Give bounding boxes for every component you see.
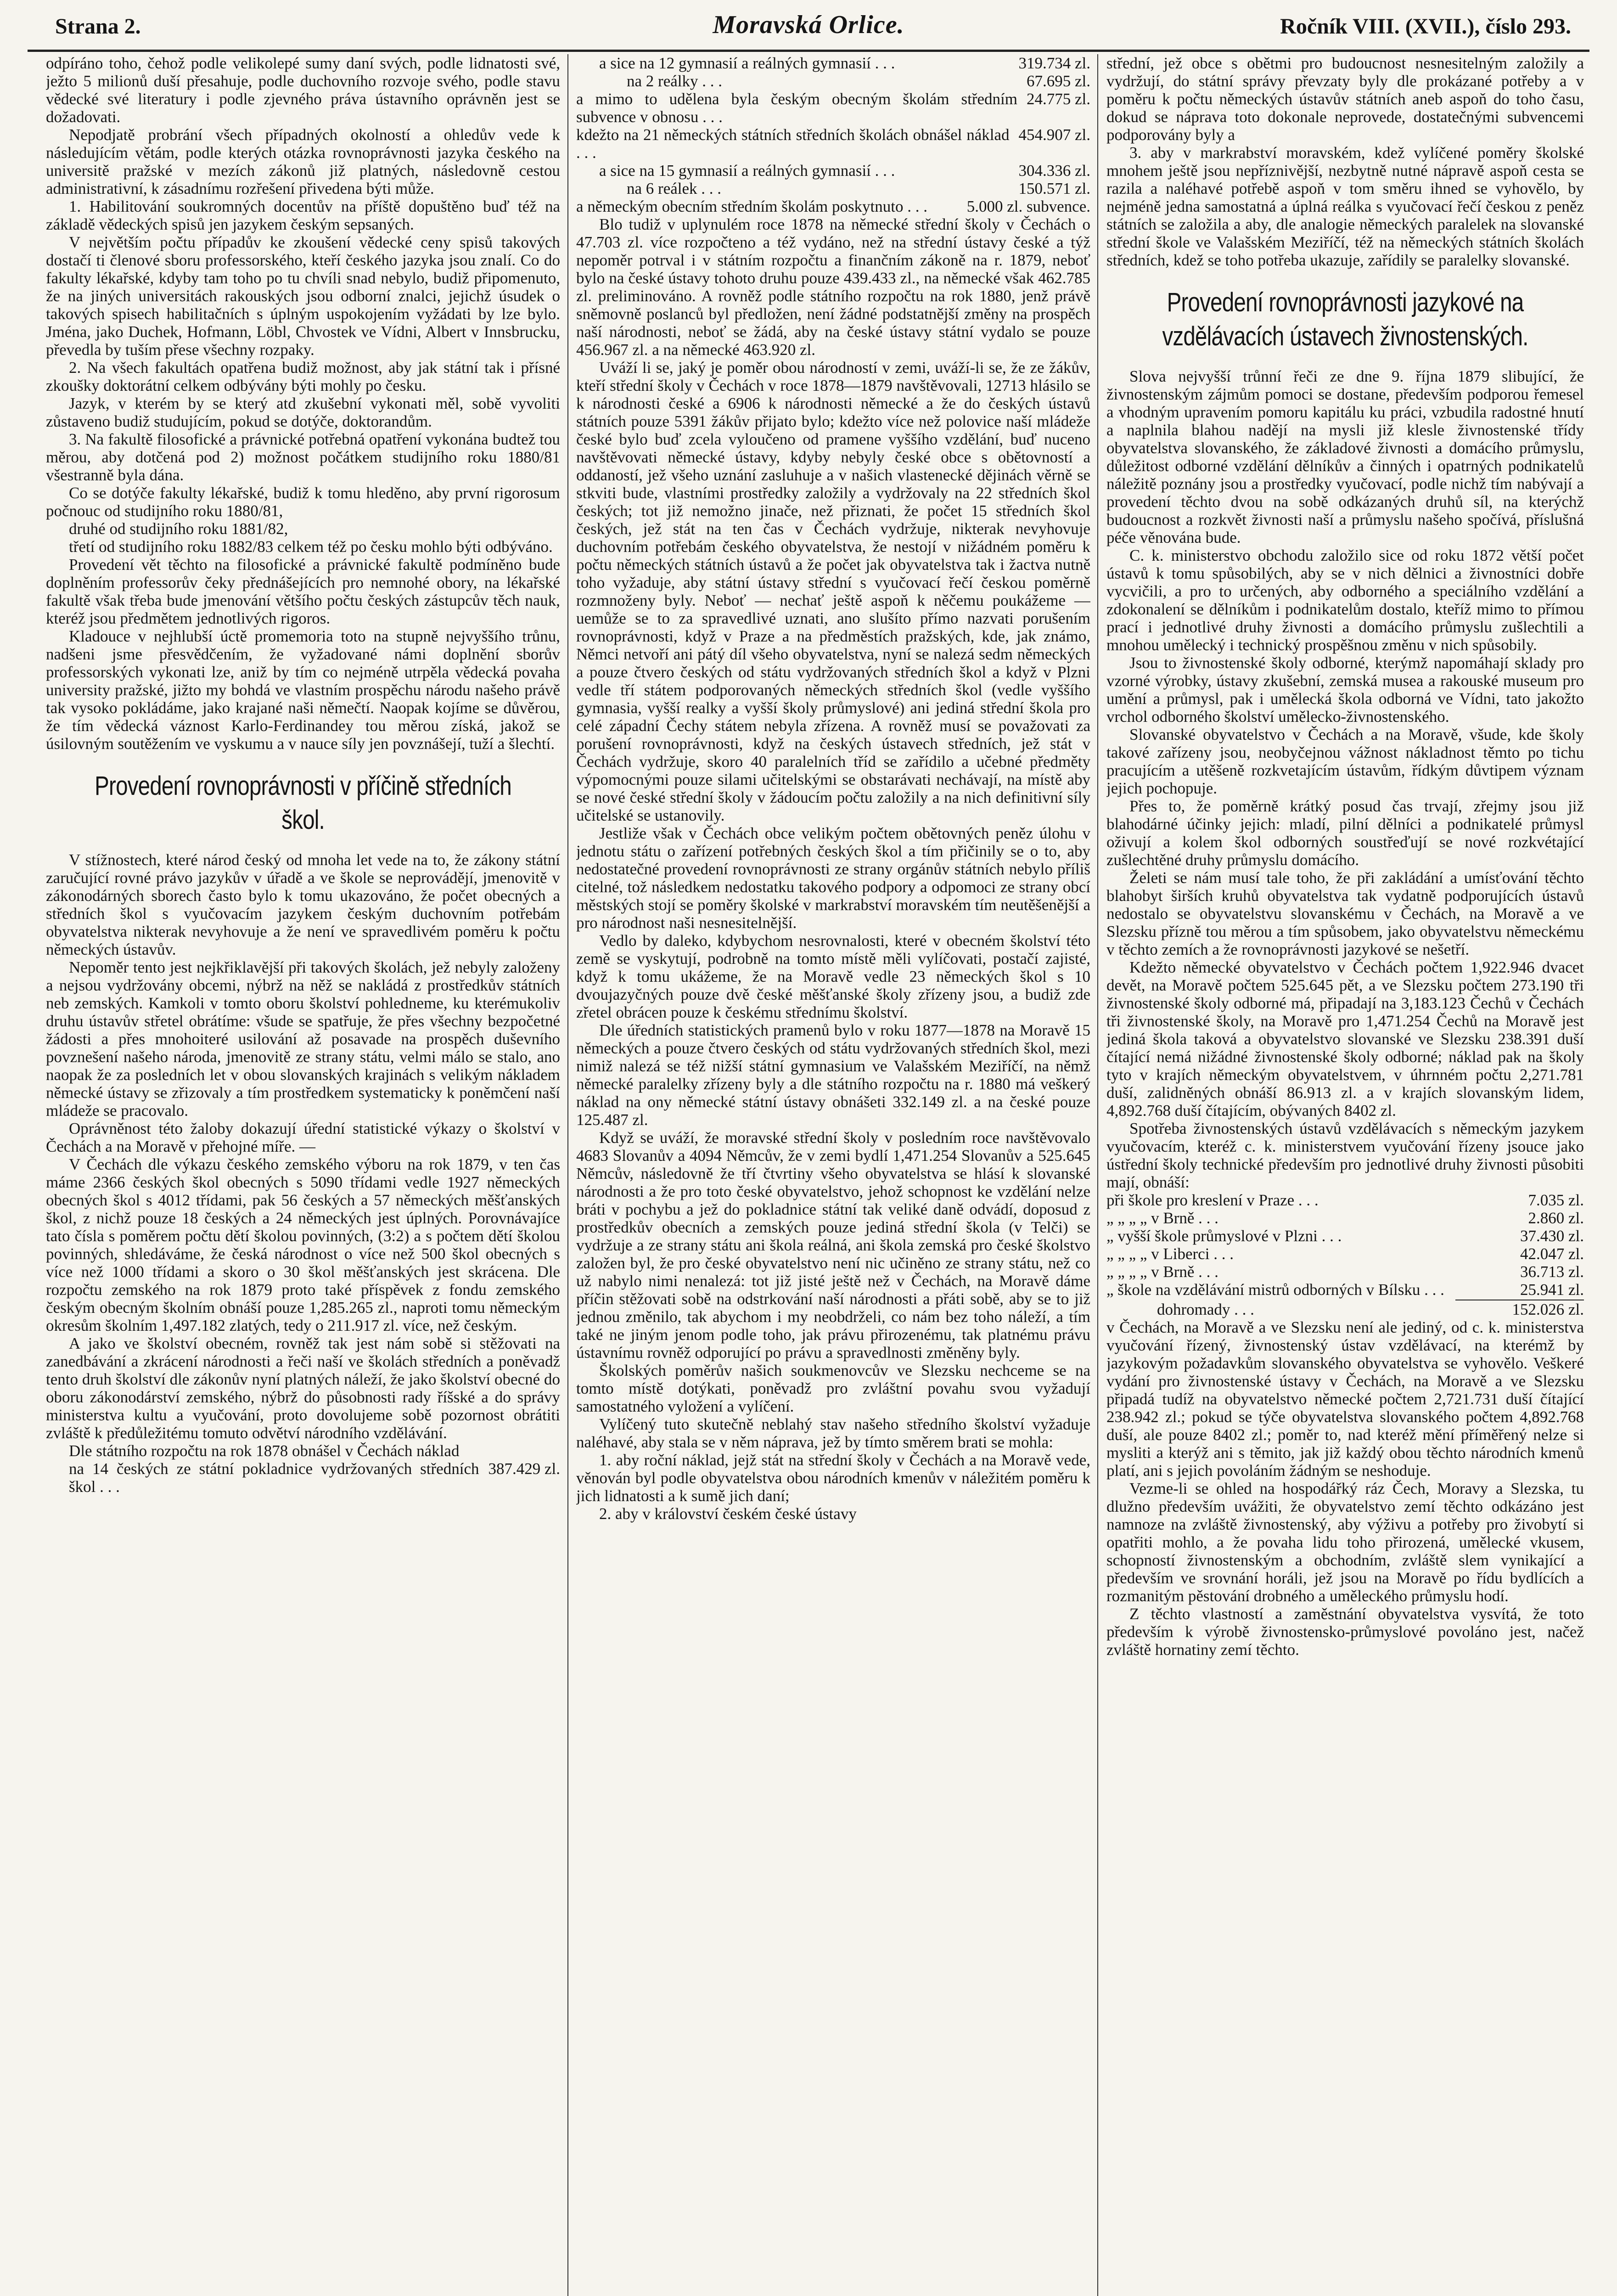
ledger-label: „ „ „ „ v Brně . . . [1106,1209,1218,1227]
ledger-row [576,90,1090,126]
ledger-label: při škole pro kreslení v Praze . . . [1106,1191,1319,1209]
ledger-row [576,54,1090,72]
paragraph: Jazyk, v kterém by se který atd zkušební vykonati měl, sobě vyvoliti zůstaveno budiž studujícím, pokud se dotýče, doktorandům. [46,394,560,430]
paragraph: Kladouce v nejhlubší úctě promemoria toto na stupně nejvyššího trůnu, nadšeni jsme přesvědčením, že vyžadované námi doplnění sborův professorských vykonati lze, aniž by tím co nejméně utrpěla vědecká povaha university pražské, jižto my bohdá ve vlastním prospěchu národu našeho právě tak vysoko pokládáme, jako krajané naši němečtí. Naopak kojíme se důvěrou, že tím vědecká váznost Karlo-Ferdinandey tou měrou získá, jakož se úsilovným soutěžením ve vyskumu a v nauce síly jen povznášejí, tuží a šlechtí. [46,627,560,753]
paragraph: Uváží li se, jaký je poměr obou národností v zemi, uváží-li se, že ze žákův, kteří střední školy v Čechách v roce 1878—1879 navštěvovali, 12713 hlásilo se k národnosti české a 6906 k národnosti německé a že do českých ústavů státních pouze 5391 žákův přijato bylo; kdežto více než polovice naší mládeže české bylo buď zcela vyloučeno od pramene vyššího vzdělání, buď nuceno navštěvovati německé ústavy, kdyby nebyly české obce s obětovností a oddaností, jež všeho uznání zasluhuje a v našich vlastenecké dějinách věrně se stkviti bude, vlastními prostředky založily a vydržovaly na 22 středních škol českých; tot již nemožno jinače, než přiznati, že počet 15 středních škol českých, jež stát na ten čas v Čechách vydržuje, nikterak nevyhovuje duchovním potřebám českého obyvatelstva, že nestojí v nižádném poměru k počtu německých státních ústavů a že počet jak obyvatelstva tak i žactva nutně toho vyžaduje, aby státní ústavy střední s vyučovací řečí českou poměrně rozmnoženy byly. Neboť — nechať ještě aspoň k něčemu poukážeme — uemůže se to za spravedlivé uznati, ano slušíto přímo nazvati porušením rovnoprávnosti, když v Praze a na předměstích pražských, kde, jak známo, Němci netvoří ani pátý díl všeho obyvatelstva, nyní se nalezá sedm německých a pouze čtvero českých od státu vydržovaných středních škol a když v Plzni vedle tří státem podporovaných německých středních škol (vedle vyššího gymnasia, vyšší realky a vyšší školy průmyslové) ani jediná střední škola pro celé západní Čechy státem nebyla zřízena. A rovněž musí se považovati za porušení rovnoprávnosti, když na českých ústavech středních, jež stát v Čechách vydržuje, skoro 40 paralelních tříd se zařídilo a učebné předměty výpomocnými pouze silami učitelskými se obstarávati nechávají, na místě aby se nové české střední školy v žádoucím počtu založily a na nich definitivní síly učitelské se ustanovily. [576,359,1090,824]
ledger-row [1106,1263,1584,1281]
ledger-value: 42.047 zl. [1520,1245,1584,1263]
ledger-label: a sice na 15 gymnasií a reálných gymnasií . . . [599,162,895,180]
ledger-label: „ „ „ „ v Brně . . . [1106,1263,1218,1281]
ledger-label: a německým obecním středním školám poskytnuto . . . [576,197,928,215]
paragraph: Nepoměr tento jest nejkřiklavější při takových školách, jež nebyly založeny a nejsou vydržovány obcemi, nýbrž na něž se nakládá z prostředkův státních neb zemských. Kamkoli v tomto oboru školství pohledneme, ku kterémukoliv druhu ústavův střetel obrátíme: všude se spatřuje, že přes všechny bezpočetné žádosti a přes mnohoiteré usilování až posavade na prospěch duševního povznešení našeho národa, jmenovitě ze strany státu, velmi málo se stalo, ano naopak že za posledních let v obou slovanských krajinách s velikým nákladem německé ústavy se zřizovaly a tím prostředkem systematicky k poněmčení naší mládeže se pracovalo. [46,958,560,1120]
paragraph: Vylíčený tuto skutečně neblahý stav našeho středního školství vyžaduje naléhavé, aby stala se v něm náprava, jež by tímto směrem brati se mohla: [576,1415,1090,1451]
paragraph: C. k. ministerstvo obchodu založilo sice od roku 1872 větší počet ústavů k tomu spůsobilých, aby se v nich dělnici a živnostníci dobře vycvičili, a pro to určených, aby odborného a speciálního vzdělání a zdokonalení se dělníkům i podnikatelům dostalo, kteříž mimo to přímou prací i jednotlivé druhy živnosti a domácího průmyslu zušlechtili a mnohou umělecký i technický prospěšnou změnu v nich spůsobily. [1106,546,1584,654]
ledger-row [1106,1245,1584,1263]
ledger-label: na 6 reálek . . . [627,180,722,197]
issue-info: Ročník VIII. (XVII.), číslo 293. [1280,14,1571,39]
ledger-row [1106,1227,1584,1245]
ledger-value: 454.907 zl. [1018,126,1090,144]
paragraph: A jako ve školství obecném, rovněž tak jest nám sobě si stěžovati na zanedbávání a zkrácení národnosti a řeči naší ve školách středních a poněvadž tento druh školství dle zákonův nyní platných náleží, že jako školství obecné do oboru zákonodárství zemského, nýbrž do působnosti rady říšské a do správy ministerstva kultu a vyučování, proto dovolujeme sobě pozornost obrátiti zvláště k předůležitému tomuto odvětví národního vzdělávání. [46,1334,560,1442]
paragraph: Želeti se nám musí tale toho, že při zakládání a umísťování těchto blahobyt širších kruhů obyvatelstva tak vydatně podporujících ústavů nedostalo se obyvatelstvu slovanskému v Čechách, na Moravě a ve Slezsku přízně tou měrou a tím spůsobem, jako obyvatelstvu německému v těchto zemích a že rovnoprávnosti jazykové se nešetří. [1106,869,1584,958]
paragraph: V stížnostech, které národ český od mnoha let vede na to, že zákony státní zaručující rovné právo jazykův v úřadě a ve škole se neprovádějí, jmenovitě v zákonodárných sborech často bylo k tomu ukazováno, že počet obecných a středních škol s vyučovacím jazykem českým duchovním potřebám obyvatelstva nikterak nevyhovuje a že není ve spravedlivém poměru k počtu německých ústavův. [46,851,560,958]
paragraph: druhé od studijního roku 1881/82, [69,520,288,538]
paragraph: Vedlo by daleko, kdybychom nesrovnalosti, které v obecném školství této země se vyskytují, podrobně na tomto místě měli vylíčovati, postačí zajisté, když k tomu ukážeme, že na Moravě vedle 23 německých škol s 10 dvoujazyčných pouze dvě české měšťanské školy zřízeny jsou, a budiž zde zřetel obrácen pouze k českému střednímu školství. [576,932,1090,1021]
ledger-label: a sice na 12 gymnasií a reálných gymnasií . . . [599,54,895,72]
paragraph: Když se uváží, že moravské střední školy v posledním roce navštěvovalo 4683 Slovanův a 4094 Němcův, že v zemi bydlí 1,471.254 Slovanův a 525.645 Němcův, následovně že tří čtvrtiny všeho obyvatelstva se hlásí k slovanské národnosti a že pro toto české obyvatelstvo, jehož schopnost ke vzdělání nelze bráti v pochybu a jež do pokladnice státní tak veliké daně odvádí, doposud z prostředkův obecních a zemských pouze jediná střední škola (v Telči) se vydržuje a ze strany státu ani škola reálná, ani škola zemská pro české školstvo založen byl, že pro české obyvatelstvo není nic učiněno ze strany státu, než co už nabylo nimi nenalezá: tot již jisté ještě než v Čechách, na Moravě dáme příčin stěžovati sobě na odstrkování naší národnosti a přáti sobě, aby se to již jednou změnilo, tak abychom i my neobdrželi, co nám bez toho náleží, a tím také ne jiným jenom podle toho, jak právu přirozenému, tak platnému právu ústavnímu rovněž odporující po právu a spravedlnosti změněny byly. [576,1129,1090,1362]
paragraph: Provedení vět těchto na filosofické a právnické fakultě podmíněno bude doplněním professorův čeky přednášejících pro nemnohé obory, na lékařské fakultě však třeba bude jmenování většího počtu českých zástupcův těch nauk, kteréž jsou předmětem jednotlivých rigoros. [46,556,560,627]
paragraph: V největším počtu případův ke zkoušení vědecké ceny spisů takových dostačí ti členové sboru professorského, kteří českého jazyka jsou znalí. Co do fakulty lékařské, kdyby tam toho po tu chvíli snad nebylo, budiž připomenuto, že na jiných universitách rakouských jsou odborní znalci, jejichž úsudek o takových spisech habilitačních s úplným uspokojením vyžádati by lze bylo. Jména, jako Duchek, Hofmann, Löbl, Chvostek ve Vídni, Albert v Innsbrucku, převedla by tuším přese všechny rozpaky. [46,233,560,359]
paragraph: Jsou to živnostenské školy odborné, kterýmž napomáhají sklady pro vzorné výrobky, ústavy zkušební, zemská musea a rakouské museum pro umění a průmysl, pak i umělecká škola odborná ve Vídni, tato jakožto vrchol odborného školství umělecko-živnostenského. [1106,654,1584,726]
ledger-row [576,126,1090,162]
paragraph: Z těchto vlastností a zaměstnání obyvatelstva vysvítá, že toto především k výrobě živnostensko-průmyslové povoláno jest, načež zvláště hornatiny zemí těchto. [1106,1605,1584,1659]
column-2 [576,54,1090,2296]
masthead [28,4,1589,52]
paragraph: Kdežto německé obyvatelstvo v Čechách počtem 1,922.946 dvacet devět, na Moravě počtem 525.645 pět, a ve Slezsku počtem 273.190 tři živnostenské školy odborné má, připadají na 3,183.123 Čechů v Čechách tři živnostenské školy, na Moravě pro 1,471.254 Čechů na Moravě jest jediná škola taková a obyvatelstvo slovanské ve Slezsku 238.391 duší čítající nemá nižádné živnostenské školy odborné; náklad pak na školy tyto v krajích německým obyvatelstvem, v úhrnném počtu 2,271.781 duší, zalidněných obnáší 86.913 zl. a v krajích slovanským lidem, 4,892.768 duší čítajícím, obývaných 8402 zl. [1106,958,1584,1120]
ledger-value: 319.734 zl. [1018,54,1090,72]
paragraph: střední, jež obce s obětmi pro budoucnost nesnesitelným založily a vydržují, do státní správy převzaty byly dle prokázané potřeby a v poměru k počtu německých ústavův státních aneb aspoň do toho času, dokud se náprava toto dokonale neprovede, dostatečnými subvencemi podporovány byly a [1106,54,1584,144]
ledger-value: 25.941 zl. [1520,1281,1584,1299]
ledger-value: 67.695 zl. [1026,72,1090,90]
column-divider [567,54,568,2296]
paragraph: Nepodjatě probrání všech případných okolností a ohledův vede k následujícím větám, podle kterých otázka rovnoprávnosti jazyka českého na universitě pražské v mezích zákonů již platných, následovně cestou administrativní, k zásadnímu rozřešení přivedena býti může. [46,126,560,197]
ledger-row [1106,1281,1584,1299]
ledger-value: 304.336 zl. [1018,162,1090,180]
paragraph: Slova nejvyšší trůnní řeči ze dne 9. října 1879 slibující, že živnostenským zájmům pomoci se dostane, především podporou řemesel a vhodným upravením pomoru kapitálu ku práci, vzbudila radostné hnutí a naplnila blahou nadějí na mysli již klesle živnostenské třídy obyvatelstva slovanského, že základové živnosti a domácího průmyslu, důležitost odborné vzdělání dělníkův a činných i opatrných podnikatelů náležitě poznány jsou a prostředky vyučovací, podle nichž tím nabývají a provedení těchto dvou na sobě odkázaných druhů síl, na kterýchž budoucnost a rozkvět živnosti naší a průmyslu našeho spočívá, příslušná péče věnována bude. [1106,367,1584,546]
ledger-value: 387.429 zl. [488,1460,560,1478]
paragraph: Blo tudiž v uplynulém roce 1878 na německé střední školy v Čechách o 47.703 zl. více rozpočteno a též vydáno, než na střední ústavy české a týž nepoměr potrval i v státním rozpočtu a finančním zákoně na r. 1879, neboť bylo na české ústavy tohoto druhu pouze 439.433 zl., na německé však 462.785 zl. preliminováno. A rovněž podle státního rozpočtu na rok 1880, jenž právě sněmovně poslanců byl předložen, není žádné podstatnější změny na prospěch naší národnosti, neboť se žádá, aby na české ústavy státní vydalo se pouze 456.967 zl. a na německé 463.920 zl. [576,215,1090,359]
ledger-row [1106,1209,1584,1227]
ledger-row [1106,1191,1584,1209]
ledger-value: 7.035 zl. [1528,1191,1584,1209]
paragraph: Vezme-li se ohled na hospodářký ráz Čech, Moravy a Slezska, tu dlužno především uvážiti, že obyvatelstvo zemí těchto odkázáno jest namnoze na zvláště živnostenský, aby výživu a potřeby pro živobytí si opatřiti mohlo, a že povaha lidu toho přirozená, umělecké vkusem, schopností živnostenským a obchodním, zvláště slem vynikající a především ve srovnání horáli, jež jsou na Moravě po řídu bydlících a rozmanitým pěstování drobného a uměleckého průmyslu hodí. [1106,1480,1584,1605]
paragraph: odpíráno toho, čehož podle velikolepé sumy daní svých, podle lidnatosti své, ježto 5 milionů duší přesahuje, podle duchovního rozvoje svého, podle stavu vědecké své literatury i podle zjevného práva ústavního oprávněn jest se dožadovati. [46,54,560,126]
ledger-label: na 14 českých ze státní pokladnice vydržovaných středních škol . . . [69,1460,479,1496]
paragraph: Dle státního rozpočtu na rok 1878 obnášel v Čechách náklad [69,1442,460,1460]
column-1 [46,54,560,2296]
ledger-value: 37.430 zl. [1520,1227,1584,1245]
paragraph: 3. aby v markrabství moravském, kdež vylíčené poměry školské mnohem ještě jsou nepříznivější, nezbytně nutné nápravě aspoň cesta se razila a naléhavé potřebě aspoň v tom směru ihned se vyhovělo, by nejméně jedna samostatná a úplná reálka s vyučovací řečí českou z peněz státních se založila a aby, dle analogie německých paralelek na slovanské střední škole ve Valašském Meziříčí, též na německých státních školách středních, kdež se toho potřeba ukazuje, zařídily se paralelky slovanské. [1106,144,1584,269]
ledger-row [46,1460,560,1496]
page-number: Strana 2. [55,14,141,39]
ledger-label: „ škole na vzdělávání mistrů odborných v Bílsku . . . [1106,1281,1444,1299]
paragraph: 1. aby roční náklad, jejž stát na střední školy v Čechách a na Moravě vede, věnován byl podle obyvatelstva obou národních kmenův v náležitém poměru k jich lidnatosti a k sumě jich daní; [576,1451,1090,1505]
section-heading: Provedení rovnoprávnosti jazykové na vzdělávacích ústavech živnostenských. [1162,287,1528,351]
newspaper-title: Moravská Orlice. [713,11,904,39]
ledger-label: kdežto na 21 německých státních středních školách obnášel náklad . . . [576,126,1010,162]
ledger-row [576,162,1090,180]
paragraph: Jestliže však v Čechách obce velikým počtem obětovných peněz úlohu v jednotu státu o zařízení potřebných českých škol a tím přičinily se o to, aby nedostatečné provedení rovnoprávnosti ze strany orgánův státních nebylo příliš citelné, tož následkem nedostatku takového podpory a odpomoci ze strany obcí městských stojí se poměry školské v markrabství moravském tím neutěšenější a pro národnost naši nesnesitelnější. [576,824,1090,932]
paragraph: v Čechách, na Moravě a ve Slezsku není ale jediný, od c. k. ministerstva vyučování řízený, živnostenský ústav vzdělávací, na kterémž by jazykovým požadavkům slovanského obyvatelstva se vyhovělo. Veškeré vydání pro živnostenské ústavy v Čechách, na Moravě a ve Slezsku připadá tudíž na obyvatelstvo německé počtem 2,721.731 duší čítající 238.942 zl.; pokud se týče obyvatelstva slovanského počtem 4,892.768 duší, ale pouze 8402 zl.; poměr to, nad kteréž mění příměřený nelze si mysliti a kterýž ani s těmito, jak již každý obou těchto národních kmenů platí, ani s jejich povoláním žádným se neshoduje. [1106,1318,1584,1480]
paragraph: Slovanské obyvatelstvo v Čechách a na Moravě, všude, kde školy takové zařízeny jsou, neobyčejnou vážnost nákladnost těmto po tichu pracujícím a utěšeně rozkvetajícím ústavům, řídkým důvtipem význam jejich pochopuje. [1106,726,1584,797]
paragraph: Přes to, že poměrně krátký posud čas trvají, zřejmy jsou již blahodárné účinky jejich: mladí, pilní dělníci a podnikatelé průmysl oživují a kolem škol odborných soustřeďují se nové rozkvétající zušlechtěné druhy průmyslu domácího. [1106,797,1584,869]
column-divider [1097,54,1098,2296]
ledger-value: 150.571 zl. [1018,180,1090,197]
paragraph: 2. Na všech fakultách opatřena budiž možnost, aby jak státní tak i přísné zkoušky doktorátní celkem odbývány býti mohly po česku. [46,359,560,394]
ledger-label: „ „ „ „ v Liberci . . . [1106,1245,1234,1263]
column-3 [1106,54,1584,2296]
section-heading: Provedení rovnoprávnosti v příčině středních škol. [95,771,511,835]
ledger-row [576,197,1090,215]
ledger-label: a mimo to udělena byla českým obecným školám středním subvence v obnosu . . . [576,90,1017,126]
ledger-label: „ vyšší škole průmyslové v Plzni . . . [1106,1227,1342,1245]
ledger-value: 152.026 zl. [1512,1300,1584,1318]
paragraph: 3. Na fakultě filosofické a právnické potřebná opatření vykonána budtež tou měrou, aby dotčená pod 2) možnost počátkem studijního roku 1880/81 všestranně byla dána. [46,430,560,484]
ledger-value: 36.713 zl. [1520,1263,1584,1281]
paragraph: 1. Habilitování soukromných docentův na příště dopuštěno buď též na základě vědeckých spisů jen jazykem českým sepsaných. [46,197,560,233]
ledger-label: dohromady . . . [1157,1300,1254,1318]
ledger-value: 5.000 zl. subvence. [966,197,1090,215]
paragraph: Oprávněnost této žaloby dokazují úřední statistické výkazy o školství v Čechách a na Moravě v přehojné míře. — [46,1120,560,1155]
paragraph: třetí od studijního roku 1882/83 celkem též po česku mohlo býti odbýváno. [69,538,553,556]
ledger-row [576,72,1090,90]
paragraph: Co se dotýče fakulty lékařské, budiž k tomu hleděno, aby první rigorosum počnouc od studijního roku 1880/81, [46,484,560,520]
paragraph: Spotřeba živnostenských ústavů vzdělávacích s německým jazykem vyučovacím, kteréž c. k. ministerstvem vyučování řízeny jsouce jako ústřední školy technické především pro jednotlivé druhy živnosti působiti mají, obnáší: [1106,1120,1584,1191]
paragraph: 2. aby v království českém české ústavy [599,1505,857,1523]
ledger-row [576,180,1090,197]
paragraph: Školských poměrův našich soukmenovcův ve Slezsku nechceme se na tomto místě dotýkati, poněvadž pro zvláštní povahu svou vyžadují samostatného vyložení a vylíčení. [576,1362,1090,1415]
ledger-value: 2.860 zl. [1528,1209,1584,1227]
paragraph: Dle úředních statistických pramenů bylo v roku 1877—1878 na Moravě 15 německých a pouze čtvero českých od státu vydržovaných středních škol, mezi nimiž nalezá se též nižší státní gymnasium ve Valašském Meziříčí, na němž německé paralelky zřízeny byly a dle státního rozpočtu na r. 1880 má veškerý náklad na ony německé státní ústavy obnášeti 332.149 zl. a na české pouze 125.487 zl. [576,1021,1090,1129]
ledger-label: na 2 reálky . . . [627,72,722,90]
ledger-total-row [1106,1300,1584,1318]
paragraph: V Čechách dle výkazu českého zemského výboru na rok 1879, v ten čas máme 2366 českých škol obecných s 5090 třídami vedle 1927 německých obecných škol s 4012 třídami, pak 56 českých a 57 německých měšťanských škol, z nichž pouze 18 českých a 24 německých jest úplných. Porovnávajíce tato čísla s poměrem počtu dětí školou povinných, (3:2) a s počtem dětí školou povinných, shledáváme, že česká národnost o více než 500 škol obecných s více než 1000 třídami a skoro o 30 škol měšťanských jest skrácena. Dle rozpočtu zemského na rok 1879 proto také příspěvek z fondu zemského českým obecným školním obnáší pouze 1,285.265 zl., naproti tomu německým okresům školním 1,497.182 zlatých, tedy o 211.917 zl. více, než českým. [46,1155,560,1334]
ledger-value: 24.775 zl. [1026,90,1090,108]
